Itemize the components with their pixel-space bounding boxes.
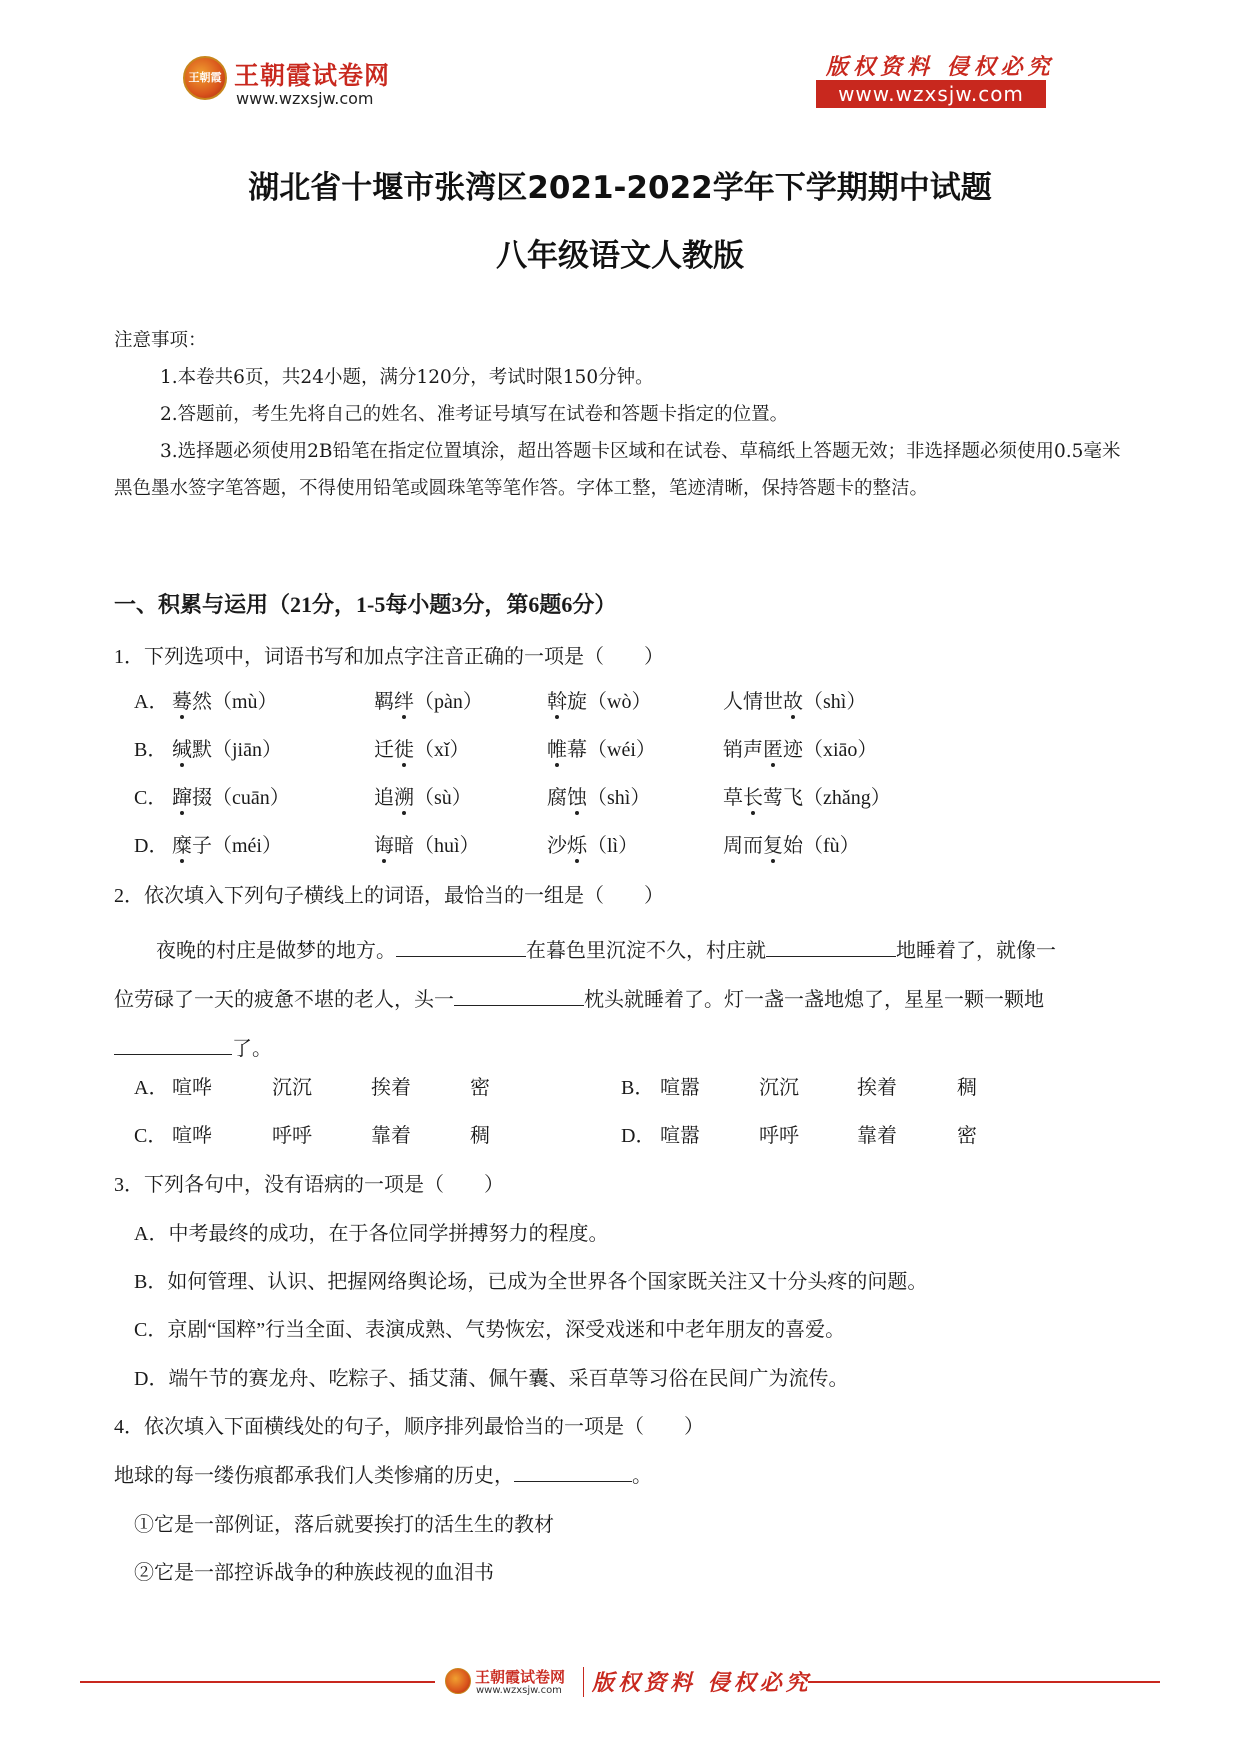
word-start: 人情世 [723,691,783,713]
url-banner: www.wzxsjw.com [816,80,1046,108]
passage-text: 地睡着了，就像一 [896,938,1056,962]
passage-text: 位劳碌了一天的疲惫不堪的老人，头一 [114,987,454,1011]
option-label: B． [134,739,168,761]
question-2-stem: 2．依次填入下列句子横线上的词语，最恰当的一组是（ ） [114,885,664,907]
notes-heading: 注意事项： [114,330,207,351]
option-word [374,685,483,714]
word-start: 追 [374,787,394,809]
option-word [723,685,866,714]
option-label: A． [134,691,169,713]
question-4-stem: 4．依次填入下面横线处的句子，顺序排列最恰当的一项是（ ） [114,1416,704,1438]
passage-text: 枕头就睡着了。灯一盏一盏地熄了，星星一颗一颗地 [584,987,1044,1011]
word-rest: （sù） [414,787,472,809]
option-word [374,781,472,810]
dotted-char: 匿 [763,739,783,761]
option-word [374,829,480,858]
option-word: 呼呼 [272,1125,312,1147]
lead-end: 。 [632,1465,652,1487]
notes-item: 2.答题前，考生先将自己的姓名、准考证号填写在试卷和答题卡指定的位置。 [160,404,789,425]
question-2-passage [114,926,1126,1073]
word-rest: 子（méi） [192,835,282,857]
dotted-char: 诲 [374,835,394,857]
option-word [172,829,282,858]
dotted-char: 复 [763,835,783,857]
word-start: 草 [723,787,743,809]
fill-blank [766,938,896,957]
option-word [172,685,278,714]
word-rest: 旋（wò） [567,691,652,713]
option-word [723,733,877,762]
dotted-char: 溯 [394,787,414,809]
word-start: 羁 [374,691,394,713]
word-start: 沙 [547,835,567,857]
fill-blank [396,938,526,957]
option-label: D． [621,1125,656,1147]
option-word: 沉沉 [272,1077,312,1099]
dotted-char: 蚀 [567,787,587,809]
dotted-char: 蹿 [172,787,192,809]
question-4-sentence: ①它是一部例证，落后就要挨打的活生生的教材 [134,1514,554,1536]
question-1-stem: 1．下列选项中，词语书写和加点字注音正确的一项是（ ） [114,646,664,668]
footer-divider [80,1681,435,1683]
lead-text: 地球的每一缕伤痕都承我们人类惨痛的历史， [114,1465,514,1487]
question-3-stem: 3．下列各句中，没有语病的一项是（ ） [114,1174,504,1196]
option-word: 挨着 [857,1077,897,1099]
fill-blank [114,1036,232,1055]
dotted-char: 绊 [394,691,414,713]
option-word [723,781,891,810]
option-word: 密 [957,1125,977,1147]
passage-line [114,975,1126,1024]
word-rest: 始（fù） [783,835,860,857]
notes-block [114,322,1124,507]
word-rest: 掇（cuān） [192,787,290,809]
footer-url: www.wzxsjw.com [476,1685,562,1696]
option-word [547,685,651,714]
question-4-lead [114,1459,652,1488]
option-word [374,733,470,762]
option-word: 挨着 [371,1077,411,1099]
option-word [547,733,656,762]
option-word: 靠着 [857,1125,897,1147]
dotted-char: 帷 [547,739,567,761]
word-rest: 暗（huì） [394,835,480,857]
option-label: B． [621,1077,655,1099]
dotted-char: 故 [783,691,803,713]
option-word: 密 [470,1077,490,1099]
dotted-char: 糜 [172,835,192,857]
word-rest: 然（mù） [192,691,278,713]
option-label: C． [134,787,168,809]
passage-line [114,926,1126,975]
question-3-option: D．端午节的赛龙舟、吃粽子、插艾蒲、佩午囊、采百草等习俗在民间广为流传。 [134,1368,849,1390]
dotted-char: 蓦 [172,691,192,713]
option-word: 喧哗 [172,1125,212,1147]
option-label: C． [134,1125,168,1147]
fill-blank [514,1463,632,1482]
dotted-char: 烁 [567,835,587,857]
option-word: 喧嚣 [660,1125,700,1147]
option-word [547,829,638,858]
question-4-sentence: ②它是一部控诉战争的种族歧视的血泪书 [134,1562,494,1584]
option-word: 靠着 [371,1125,411,1147]
footer-copyright: 版权资料 侵权必究 [592,1670,812,1696]
notes-item: 3.选择题必须使用2B铅笔在指定位置填涂，超出答题卡区域和在试卷、草稿纸上答题无效；非选择题必须使用0.5毫米黑色墨水签字笔答题，不得使用铅笔或圆珠笔等笔作答。字体工整，笔迹清晰，保持答题卡的整洁。 [114,441,1121,499]
option-word: 稠 [957,1077,977,1099]
dotted-char: 斡 [547,691,567,713]
copyright-notice: 版权资料 侵权必究 [826,54,1055,80]
word-rest: （shì） [587,787,651,809]
dotted-char: 长 [743,787,763,809]
option-word: 呼呼 [759,1125,799,1147]
word-rest: 莺飞（zhǎng） [763,787,891,809]
option-word: 稠 [470,1125,490,1147]
word-rest: （lì） [587,835,639,857]
word-rest: （shì） [803,691,867,713]
section-title: 一、积累与运用（21分，1-5每小题3分，第6题6分） [114,592,617,617]
option-word [172,733,282,762]
word-rest: 幕（wéi） [567,739,656,761]
brand-url: www.wzxsjw.com [236,89,374,108]
option-word [723,829,860,858]
word-start: 周而 [723,835,763,857]
footer-logo-icon [445,1668,471,1694]
word-start: 销声 [723,739,763,761]
question-3-option: C．京剧“国粹”行当全面、表演成熟、气势恢宏，深受戏迷和中老年朋友的喜爱。 [134,1319,846,1341]
passage-text: 夜晚的村庄是做梦的地方。 [156,938,396,962]
question-3-option: A．中考最终的成功，在于各位同学拼搏努力的程度。 [134,1223,609,1245]
option-word [547,781,650,810]
notes-item: 1.本卷共6页，共24小题，满分120分，考试时限150分钟。 [160,367,654,388]
brand-name: 王朝霞试卷网 [234,61,391,90]
passage-text: 了。 [232,1036,272,1060]
footer-separator [583,1667,584,1697]
word-start: 腐 [547,787,567,809]
exam-title: 湖北省十堰市张湾区2021-2022学年下学期期中试题 [248,170,992,206]
option-label: A． [134,1077,169,1099]
option-label: D． [134,835,169,857]
word-rest: 迹（xiāo） [783,739,878,761]
logo-badge-icon: 王朝霞 [183,56,227,100]
option-word [172,781,290,810]
word-rest: （xǐ） [414,739,470,761]
question-3-option: B．如何管理、认识、把握网络舆论场，已成为全世界各个国家既关注又十分头疼的问题。 [134,1271,928,1293]
option-word: 喧嚣 [660,1077,700,1099]
passage-line [114,1024,1126,1073]
option-word: 喧哗 [172,1077,212,1099]
dotted-char: 徙 [394,739,414,761]
footer-divider [808,1681,1160,1683]
footer-brand: 王朝霞试卷网 [475,1668,566,1686]
option-word: 沉沉 [759,1077,799,1099]
dotted-char: 缄 [172,739,192,761]
word-rest: （pàn） [414,691,483,713]
passage-text: 在暮色里沉淀不久，村庄就 [526,938,766,962]
word-start: 迁 [374,739,394,761]
fill-blank [454,987,584,1006]
exam-subtitle: 八年级语文人教版 [496,238,744,274]
word-rest: 默（jiān） [192,739,282,761]
